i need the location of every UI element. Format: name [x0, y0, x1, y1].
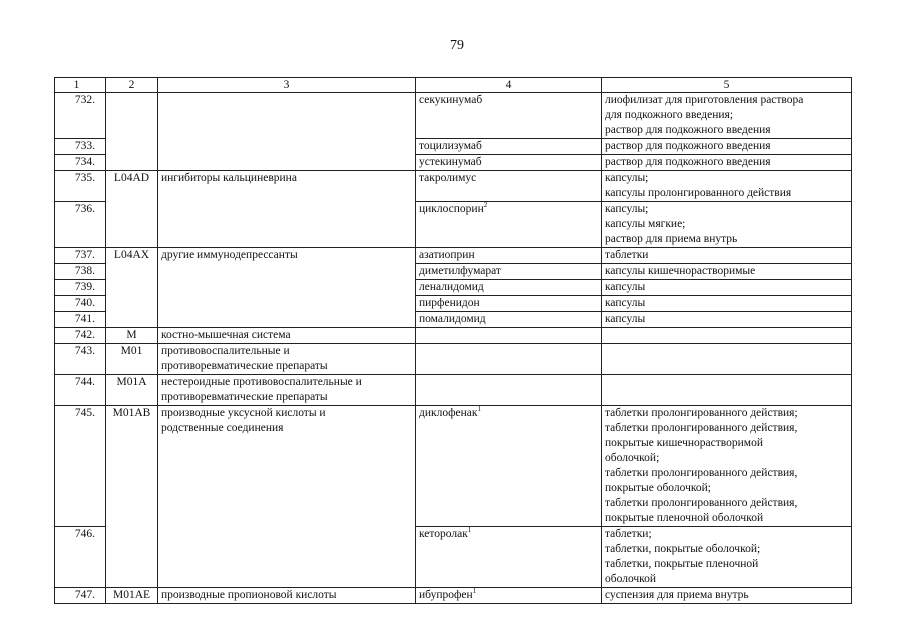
dosage-form: таблетки; таблетки, покрытые оболочкой; таблетки, покрытые пленочной оболочкой: [602, 527, 852, 588]
column-header: 4: [416, 78, 602, 93]
drug-name-text: пирфенидон: [419, 297, 480, 309]
drug-name-text: тоцилизумаб: [419, 140, 482, 152]
drug-name-text: помалидомид: [419, 313, 486, 325]
page-number: 79: [450, 38, 464, 53]
row-number: 735.: [55, 171, 106, 202]
atc-code: M01AE: [106, 588, 158, 604]
dosage-form: капсулы: [602, 280, 852, 296]
drug-name: [416, 527, 602, 588]
row-number: 734.: [55, 155, 106, 171]
drug-name-text: диметилфумарат: [419, 265, 501, 277]
drug-name: [416, 588, 602, 604]
row-number: 745.: [55, 406, 106, 527]
dosage-form: [602, 344, 852, 375]
table-header-row: [55, 78, 852, 93]
table-row: [55, 328, 852, 344]
dosage-form: лиофилизат для приготовления раствора для подкожного введения; раствор для подкожного введения: [602, 93, 852, 139]
row-number: 747.: [55, 588, 106, 604]
column-header: 1: [55, 78, 106, 93]
column-header: 2: [106, 78, 158, 93]
atc-code: L04AX: [106, 248, 158, 328]
dosage-form: капсулы: [602, 312, 852, 328]
row-number: 741.: [55, 312, 106, 328]
dosage-form: [602, 328, 852, 344]
drug-name: [416, 264, 602, 280]
dosage-form: суспензия для приема внутрь: [602, 588, 852, 604]
row-number: 736.: [55, 202, 106, 248]
row-number: 742.: [55, 328, 106, 344]
drug-name: [416, 344, 602, 375]
column-header: 3: [158, 78, 416, 93]
dosage-form: капсулы: [602, 296, 852, 312]
table-row: [55, 171, 852, 202]
row-number: 744.: [55, 375, 106, 406]
drug-name-text: леналидомид: [419, 281, 484, 293]
drug-name: [416, 280, 602, 296]
group-name: противовоспалительные и противоревматические препараты: [158, 344, 416, 375]
dosage-form: таблетки: [602, 248, 852, 264]
dosage-form: раствор для подкожного введения: [602, 139, 852, 155]
dosage-form: капсулы; капсулы пролонгированного действия: [602, 171, 852, 202]
group-name: ингибиторы кальциневрина: [158, 171, 416, 248]
group-name: [158, 93, 416, 171]
drug-name-text: такролимус: [419, 172, 477, 184]
row-number: 746.: [55, 527, 106, 588]
atc-code: M01: [106, 344, 158, 375]
footnote-mark: 1: [472, 587, 477, 596]
atc-code: L04AD: [106, 171, 158, 248]
dosage-form: раствор для подкожного введения: [602, 155, 852, 171]
dosage-form: капсулы кишечнорастворимые: [602, 264, 852, 280]
table-row: [55, 588, 852, 604]
footnote-mark: 1: [477, 405, 481, 414]
group-name: костно-мышечная система: [158, 328, 416, 344]
row-number: 733.: [55, 139, 106, 155]
row-number: 737.: [55, 248, 106, 264]
table-row: [55, 248, 852, 264]
table-row: [55, 375, 852, 406]
drug-name: [416, 406, 602, 527]
drug-name-text: секукинумаб: [419, 94, 483, 106]
drug-name: [416, 375, 602, 406]
drug-name-text: циклоспорин: [419, 203, 484, 215]
atc-code: [106, 93, 158, 171]
group-name: нестероидные противовоспалительные и противоревматические препараты: [158, 375, 416, 406]
dosage-form: [602, 375, 852, 406]
drug-name: [416, 139, 602, 155]
dosage-form: таблетки пролонгированного действия; таблетки пролонгированного действия, покрытые кишечнорастворимой оболочкой; таблетки пролонгированного действия, покрытые оболочкой; таблетки пролонгированного действия, покрытые пленочной оболочкой: [602, 406, 852, 527]
atc-code: M01A: [106, 375, 158, 406]
atc-code: M01AB: [106, 406, 158, 588]
drug-name: [416, 171, 602, 202]
drug-name-text: диклофенак: [419, 407, 478, 419]
drug-name: [416, 312, 602, 328]
table-row: [55, 344, 852, 375]
drug-name-text: кеторолак: [419, 528, 468, 540]
footnote-mark: 2: [483, 201, 488, 210]
drug-name: [416, 155, 602, 171]
drug-name: [416, 202, 602, 248]
drug-name: [416, 296, 602, 312]
drug-table: [54, 77, 852, 604]
table-row: [55, 406, 852, 527]
row-number: 740.: [55, 296, 106, 312]
footnote-mark: 1: [467, 526, 472, 535]
drug-name: [416, 248, 602, 264]
drug-name-text: ибупрофен: [419, 589, 473, 601]
table-row: [55, 93, 852, 139]
column-header: 5: [602, 78, 852, 93]
row-number: 743.: [55, 344, 106, 375]
row-number: 739.: [55, 280, 106, 296]
group-name: производные пропионовой кислоты: [158, 588, 416, 604]
atc-code: M: [106, 328, 158, 344]
row-number: 732.: [55, 93, 106, 139]
drug-name: [416, 328, 602, 344]
dosage-form: капсулы; капсулы мягкие; раствор для приема внутрь: [602, 202, 852, 248]
row-number: 738.: [55, 264, 106, 280]
group-name: другие иммунодепрессанты: [158, 248, 416, 328]
group-name: производные уксусной кислоты и родственные соединения: [158, 406, 416, 588]
drug-name-text: азатиоприн: [419, 249, 475, 261]
drug-name-text: устекинумаб: [419, 156, 482, 168]
drug-name: [416, 93, 602, 139]
